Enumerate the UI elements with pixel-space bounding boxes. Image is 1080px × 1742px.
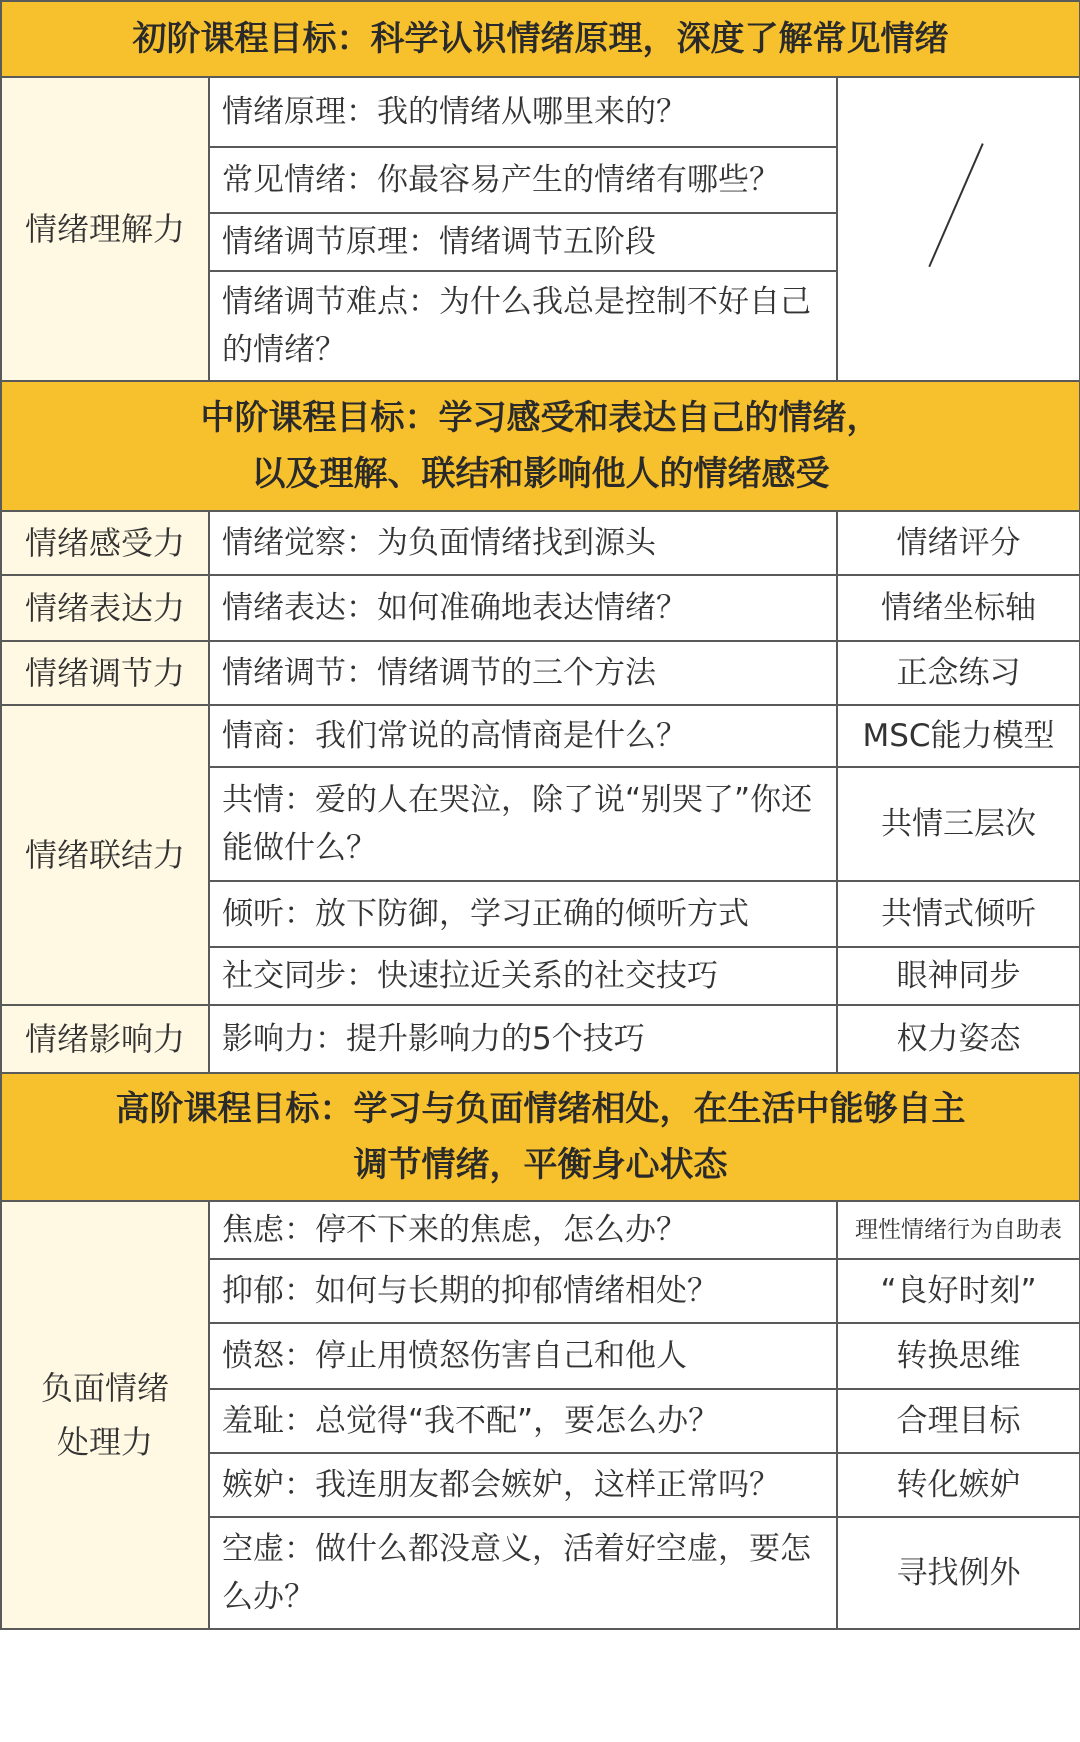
category-expression: 情绪表达力 (1, 575, 209, 641)
topic-cell: 社交同步：快速拉近关系的社交技巧 (209, 947, 837, 1005)
topic-cell: 常见情绪：你最容易产生的情绪有哪些？ (209, 147, 837, 213)
tool-cell: 情绪坐标轴 (837, 575, 1080, 641)
intermediate-header-line2: 以及理解、联结和影响他人的情绪感受 (251, 454, 830, 494)
category-negative-emotion (1, 1201, 209, 1629)
topic-cell: 倾听：放下防御，学习正确的倾听方式 (209, 881, 837, 947)
topic-cell: 抑郁：如何与长期的抑郁情绪相处？ (209, 1259, 837, 1323)
tool-cell: 理性情绪行为自助表 (837, 1201, 1080, 1259)
tool-cell: 眼神同步 (837, 947, 1080, 1005)
topic-cell: 嫉妒：我连朋友都会嫉妒，这样正常吗？ (209, 1453, 837, 1517)
category-connection: 情绪联结力 (1, 705, 209, 1005)
tool-cell: 情绪评分 (837, 511, 1080, 575)
topic-cell: 情商：我们常说的高情商是什么？ (209, 705, 837, 767)
category-influence: 情绪影响力 (1, 1005, 209, 1073)
category-perception: 情绪感受力 (1, 511, 209, 575)
topic-cell: 情绪调节难点：为什么我总是控制不好自己的情绪？ (209, 271, 837, 381)
tool-cell: 共情三层次 (837, 767, 1080, 881)
topic-cell: 情绪调节原理：情绪调节五阶段 (209, 213, 837, 271)
topic-cell: 情绪原理：我的情绪从哪里来的？ (209, 77, 837, 147)
basic-header: 初阶课程目标：科学认识情绪原理，深度了解常见情绪 (1, 1, 1080, 77)
topic-cell: 羞耻：总觉得“我不配”，要怎么办？ (209, 1389, 837, 1453)
topic-cell: 情绪觉察：为负面情绪找到源头 (209, 511, 837, 575)
topic-cell: 焦虑：停不下来的焦虑，怎么办？ (209, 1201, 837, 1259)
topic-cell: 空虚：做什么都没意义，活着好空虚，要怎么办？ (209, 1517, 837, 1629)
advanced-header-line1: 高阶课程目标：学习与负面情绪相处，在生活中能够自主 (115, 1089, 966, 1129)
intermediate-header (1, 381, 1080, 511)
intermediate-header-line1: 中阶课程目标：学习感受和表达自己的情绪， (200, 398, 881, 438)
topic-cell: 愤怒：停止用愤怒伤害自己和他人 (209, 1323, 837, 1389)
empty-tool-cell (837, 77, 1080, 381)
category-regulation: 情绪调节力 (1, 641, 209, 705)
tool-cell: 寻找例外 (837, 1517, 1080, 1629)
topic-cell: 影响力：提升影响力的5个技巧 (209, 1005, 837, 1073)
tool-cell: 权力姿态 (837, 1005, 1080, 1073)
tool-cell: 转化嫉妒 (837, 1453, 1080, 1517)
topic-cell: 情绪表达：如何准确地表达情绪？ (209, 575, 837, 641)
topic-cell: 共情：爱的人在哭泣，除了说“别哭了”你还能做什么？ (209, 767, 837, 881)
advanced-header-line2: 调节情绪，平衡身心状态 (353, 1145, 728, 1185)
category-line2: 处理力 (56, 1423, 153, 1461)
category-understanding: 情绪理解力 (1, 77, 209, 381)
tool-cell: MSC能力模型 (837, 705, 1080, 767)
tool-cell: 转换思维 (837, 1323, 1080, 1389)
tool-cell: 共情式倾听 (837, 881, 1080, 947)
advanced-header (1, 1073, 1080, 1201)
tool-cell: 合理目标 (837, 1389, 1080, 1453)
topic-cell: 情绪调节：情绪调节的三个方法 (209, 641, 837, 705)
diagonal-slash-icon (838, 78, 1079, 380)
category-line1: 负面情绪 (40, 1369, 169, 1407)
tool-cell: “良好时刻” (837, 1259, 1080, 1323)
tool-cell: 正念练习 (837, 641, 1080, 705)
